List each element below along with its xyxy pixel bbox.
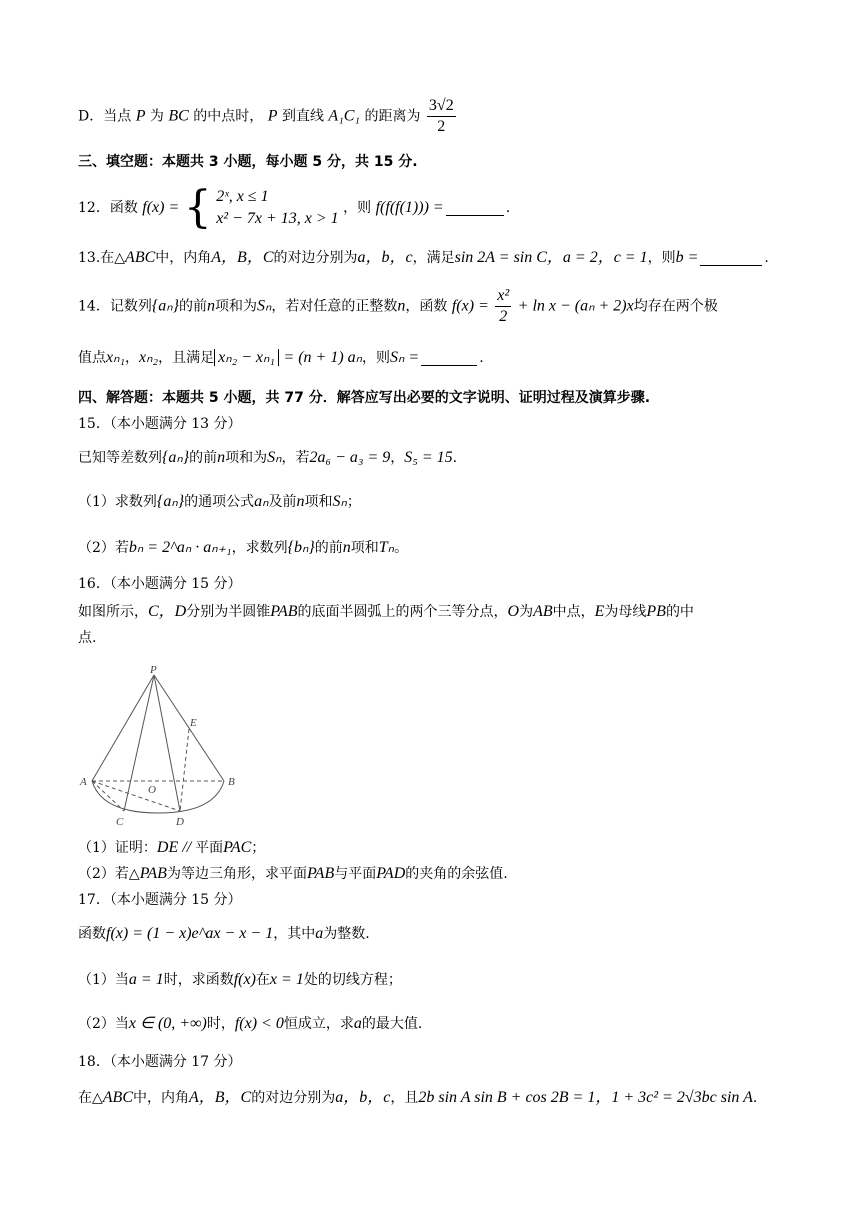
question-13 — [78, 248, 769, 268]
question-text: （2）若 — [78, 540, 129, 556]
question-text: 的对边分别为 — [251, 1090, 336, 1106]
math-cd: C，D — [148, 603, 187, 620]
label-c: C — [116, 816, 124, 828]
question-text: 项和为 — [215, 298, 257, 315]
question-text: 的对边分别为 — [273, 250, 358, 266]
math-inequality: f(x) < 0 — [234, 1015, 284, 1032]
math-x-equals-1: x = 1 — [269, 971, 304, 988]
question-text: 的夹角的余弦值. — [405, 866, 508, 882]
math-angles: A，B，C — [211, 249, 274, 266]
fraction — [495, 286, 511, 327]
question-text: 如图所示， — [78, 604, 148, 620]
math-pab: PAB — [306, 865, 335, 882]
question-text: ， — [390, 450, 405, 466]
math-pac: PAC — [223, 839, 252, 856]
question-text: 为整数. — [323, 926, 370, 942]
math-condition: 2b sin A sin B + cos 2B = 1，1 + 3c² = 2√3bc sin A — [418, 1089, 753, 1106]
question-text: 已知等差数列 — [78, 450, 162, 466]
math-a-equals-1: a = 1 — [128, 971, 164, 988]
period: . — [752, 1090, 758, 1106]
math-sn: Sₙ — [257, 297, 272, 315]
question-text: 中，内角 — [133, 1090, 189, 1106]
option-d-text: 到直线 — [281, 108, 324, 125]
math-e: E — [594, 603, 605, 620]
math-b: b = — [675, 249, 699, 266]
math-p: P — [267, 107, 278, 125]
math-xn1: xₙ₁ — [106, 349, 126, 366]
label-o: O — [148, 784, 156, 796]
math-abc: ABC — [125, 249, 156, 266]
question-text: 为等边三角形，求平面 — [166, 866, 307, 882]
math-fx: f(x) — [233, 971, 256, 988]
math-sequence: {aₙ} — [151, 297, 179, 315]
question-16-stem-line-2: 点. — [78, 630, 97, 646]
period: . — [452, 450, 458, 466]
question-text: ，若对任意的正整数 — [271, 298, 398, 315]
line-ac — [92, 781, 124, 811]
math-p: P — [135, 107, 146, 125]
math-a1c1: A₁C₁ — [328, 107, 360, 125]
question-text: 恒成立，求 — [283, 1016, 354, 1032]
math-n: n — [207, 297, 215, 315]
question-text: 的最大值. — [361, 1016, 423, 1032]
period: . — [764, 250, 769, 266]
math-sn: Sₙ — [267, 449, 282, 466]
option-d-text: 的中点时， — [193, 108, 264, 125]
option-d-text: 当点 — [103, 108, 132, 125]
question-text: ，满足 — [412, 250, 455, 266]
math-sides: a，b，c — [357, 249, 413, 266]
question-15-stem — [78, 448, 457, 468]
question-text: ，则 — [343, 200, 372, 216]
math-xn2: xₙ₂ — [139, 349, 159, 366]
option-d — [78, 96, 458, 137]
line-ad — [92, 781, 180, 811]
case-2: x² − 7x + 13, x > 1 — [216, 210, 339, 227]
question-17-stem — [78, 924, 370, 944]
label-d: D — [176, 816, 184, 828]
math-pab: PAB — [270, 603, 298, 620]
question-text: 及前 — [268, 494, 297, 510]
period: 。 — [394, 540, 409, 556]
question-number: 12． — [78, 200, 110, 216]
line-pa — [92, 675, 154, 781]
option-d-text: 的距离为 — [364, 108, 421, 125]
fraction — [427, 96, 456, 137]
answer-blank[interactable] — [421, 351, 477, 366]
question-text: 的底面半圆弧上的两个三等分点， — [297, 604, 508, 620]
question-15-head: 15．（本小题满分 13 分） — [78, 416, 242, 432]
math-sn: Sₙ — [332, 493, 347, 510]
piecewise-cases — [216, 186, 339, 230]
math-pab: PAB — [139, 865, 167, 882]
question-12 — [78, 182, 511, 233]
question-text: ，则 — [647, 250, 676, 266]
math-sequence: {bₙ} — [287, 539, 315, 556]
math-n: n — [397, 297, 406, 315]
math-fx: f(x) = — [451, 297, 489, 315]
answer-blank[interactable] — [700, 251, 762, 266]
math-sides: a，b，c — [335, 1089, 391, 1106]
math-bn-definition: bₙ = 2^aₙ · aₙ₊₁ — [128, 539, 232, 556]
question-text: 项和 — [304, 494, 333, 510]
period: . — [505, 200, 511, 216]
period: . — [479, 350, 484, 366]
fraction-denominator: 2 — [499, 308, 508, 325]
question-17-head: 17．（本小题满分 15 分） — [78, 892, 242, 908]
math-sequence: {aₙ} — [156, 493, 185, 510]
math-n: n — [217, 449, 226, 466]
question-17-part-2 — [78, 1014, 422, 1034]
question-text: （2）若△ — [78, 866, 140, 882]
label-a: A — [80, 776, 87, 788]
question-text: 项和为 — [225, 450, 268, 466]
question-16-stem-line-1 — [78, 602, 694, 622]
option-d-label: D． — [78, 108, 104, 125]
question-text: ，求数列 — [231, 540, 288, 556]
question-text: 在△ — [100, 250, 126, 266]
half-cone-figure — [78, 663, 248, 828]
math-de: DE // — [156, 839, 196, 856]
question-text: ，若 — [281, 450, 310, 466]
math-pad: PAD — [376, 865, 406, 882]
math-condition: 2a₆ − a₃ = 9 — [309, 449, 391, 466]
question-14-line-2 — [78, 348, 484, 368]
question-text: 与平面 — [334, 866, 377, 882]
question-text: 平面 — [195, 840, 224, 856]
math-f-definition: f(x) = (1 − x)e^ax − x − 1 — [106, 925, 274, 942]
fraction-denominator: 2 — [437, 118, 446, 135]
fraction-numerator: x² — [495, 286, 511, 307]
base-arc — [92, 781, 224, 813]
question-text: 分别为半圆锥 — [186, 604, 271, 620]
question-text: 的前 — [189, 450, 218, 466]
math-sn-eq: Sₙ = — [390, 349, 420, 366]
math-a: a — [353, 1015, 362, 1032]
section-3-title: 三、填空题：本题共 3 小题，每小题 5 分，共 15 分. — [78, 154, 418, 170]
comma: ， — [125, 350, 140, 366]
question-16-head: 16．（本小题满分 15 分） — [78, 576, 242, 592]
math-sequence: {aₙ} — [162, 449, 190, 466]
semicolon: ； — [251, 840, 266, 856]
label-p: P — [150, 664, 157, 676]
question-text: ，且 — [390, 1090, 419, 1106]
math-ab: AB — [533, 603, 553, 620]
math-o: O — [507, 603, 520, 620]
math-tn: Tₙ — [378, 539, 395, 556]
question-text: （1）当 — [78, 972, 129, 988]
question-text: 中，内角 — [155, 250, 212, 266]
question-16-part-1 — [78, 838, 265, 858]
question-text: 为母线 — [604, 604, 647, 620]
question-18-head: 18．（本小题满分 17 分） — [78, 1054, 242, 1070]
case-1: 2ˣ, x ≤ 1 — [216, 188, 269, 205]
semicolon: ； — [346, 494, 361, 510]
question-text: 为 — [519, 604, 534, 620]
question-text: 中点， — [552, 604, 595, 620]
option-d-text: 为 — [149, 108, 164, 125]
question-text: 的通项公式 — [184, 494, 255, 510]
question-text: 的前 — [179, 298, 207, 315]
question-text: 时，求函数 — [163, 972, 234, 988]
question-14-line-1 — [78, 286, 718, 327]
math-bc: BC — [168, 107, 189, 125]
label-b: B — [228, 776, 235, 788]
line-de — [180, 729, 189, 811]
brace-symbol: { — [183, 182, 212, 233]
question-number: 13. — [78, 250, 101, 266]
question-15-part-2 — [78, 538, 408, 558]
question-number: 14． — [78, 298, 110, 315]
math-expression: f(f(f(1))) = — [375, 199, 444, 216]
question-text: 函数 — [78, 926, 106, 942]
question-text: 处的切线方程； — [303, 972, 402, 988]
question-18-stem — [78, 1088, 757, 1108]
label-e: E — [190, 717, 197, 729]
answer-blank[interactable] — [446, 201, 504, 216]
question-text: 的中 — [665, 604, 694, 620]
math-tail: + ln x − (aₙ + 2)x — [517, 297, 634, 315]
math-abs: xₙ₂ − xₙ₁ — [214, 349, 279, 366]
question-text: 在△ — [78, 1090, 103, 1106]
question-text: 时， — [206, 1016, 235, 1032]
math-n: n — [296, 493, 305, 510]
question-16-part-2 — [78, 864, 508, 884]
math-condition: sin 2A = sin C，a = 2，c = 1 — [454, 249, 648, 266]
fraction-numerator: 3√2 — [427, 96, 456, 117]
math-angles: A，B，C — [189, 1089, 252, 1106]
question-text: 的前 — [314, 540, 343, 556]
math-n: n — [342, 539, 351, 556]
math-abc: ABC — [102, 1089, 133, 1106]
section-4-title: 四、解答题：本题共 5 小题，共 77 分．解答应写出必要的文字说明、证明过程及演算步骤. — [78, 390, 651, 406]
math-a: a — [315, 925, 324, 942]
math-fx: f(x) = — [142, 199, 180, 216]
math-condition: S₅ = 15 — [404, 449, 453, 466]
question-text: （2）当 — [78, 1016, 129, 1032]
math-rhs: = (n + 1) aₙ — [283, 349, 363, 366]
question-text: ，其中 — [273, 926, 316, 942]
question-text: 项和 — [350, 540, 379, 556]
question-text: 值点 — [78, 350, 106, 366]
question-text: （1）证明： — [78, 840, 157, 856]
math-pb: PB — [646, 603, 666, 620]
question-text: 记数列 — [109, 298, 152, 315]
question-text: 均存在两个极 — [633, 298, 718, 315]
question-text: ，函数 — [405, 298, 448, 315]
math-domain: x ∈ (0, +∞) — [128, 1015, 207, 1032]
question-15-part-1 — [78, 492, 361, 512]
question-text: （1）求数列 — [78, 494, 157, 510]
math-an: aₙ — [254, 493, 269, 510]
question-text: 在 — [255, 972, 270, 988]
question-text: ，且满足 — [158, 350, 215, 366]
question-17-part-1 — [78, 970, 402, 990]
question-text: 函数 — [109, 200, 138, 216]
question-text: ，则 — [362, 350, 391, 366]
